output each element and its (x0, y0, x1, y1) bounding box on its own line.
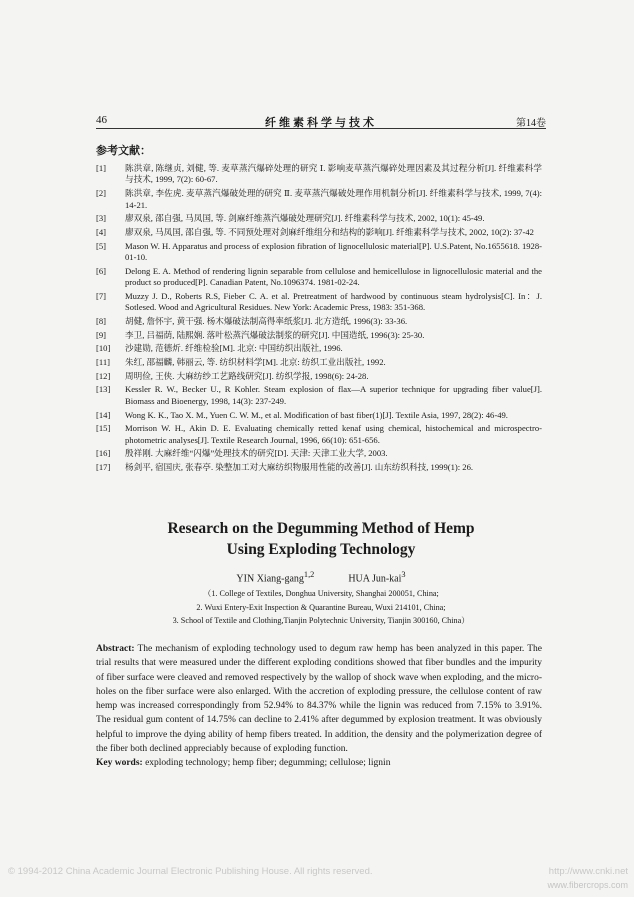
affiliations (96, 587, 546, 628)
keywords-text: exploding technology; hemp fiber; degumming; cellulose; lignin (145, 758, 391, 769)
reference-item (96, 227, 542, 238)
reference-number: [7] (96, 290, 107, 301)
reference-text: 陈洪章, 李佐虎. 麦草蒸汽爆破处理的研究 Ⅱ. 麦草蒸汽爆破处理作用机制分析[J]. 纤维素科学与技术, 1999, 7(4): 14-21. (125, 188, 542, 210)
header-rule (96, 128, 546, 129)
copyright-text: © 1994-2012 China Academic Journal Electronic Publishing House. All rights reserved. (8, 866, 373, 877)
reference-number: [9] (96, 329, 107, 340)
reference-item (96, 316, 542, 327)
reference-text: 陈洪章, 陈继贞, 刘健, 等. 麦草蒸汽爆碎处理的研究 Ⅰ. 影响麦草蒸汽爆碎处理因素及其过程分析[J]. 纤维素科学与技术, 1999, 7(2): 60-67. (125, 163, 542, 185)
reference-item (96, 423, 542, 446)
reference-number: [5] (96, 240, 107, 251)
abstract-text: The mechanism of exploding technology used to degum raw hemp has been analyzed in this paper. The trial results that were measured under the different exploding conditions showed that fiber bundles and the impurity of fiber surface were cleaved and removed respectively by the wallop of shock wave when exploding, and the micro-holes on the fiber surface were also enlarged. With the accretion of exploding pressure, the cellulose content of raw hemp was increased correspondingly from 52.94% to 84.37% while the lignin was reduced from 7.15% to 3.91%. The residual gum content of 14.75% can decline to 2.41% after degummed by explosion treatment. It was obviously helpful to improve the dying ability of hemp fibers treated. In addition, the density and the polymerization degree of the fiber both declined appreciably because of exploding function. (96, 644, 542, 755)
page-number: 46 (96, 114, 107, 126)
reference-number: [2] (96, 188, 107, 199)
reference-item (96, 163, 542, 186)
author-2-affiliation-mark: 3 (401, 570, 406, 579)
journal-name: 纤维素科学与技术 (265, 117, 377, 129)
author-1-affiliation-mark: 1,2 (303, 570, 315, 579)
reference-item (96, 343, 542, 354)
reference-text: Kessler R. W., Becker U., R Kohler. Steam explosion of flax—A superior technique for upgrading fiber value[J]. Biomass and Bioenergy, 1998, 14(3): 237-249. (125, 384, 542, 406)
reference-item (96, 213, 542, 224)
reference-item (96, 384, 542, 407)
abstract-label: Abstract: (96, 644, 135, 654)
reference-text: 廖双泉, 马凤国, 邵自强, 等. 不同预处理对剑麻纤维组分和结构的影响[J]. 纤维素科学与技术, 2002, 10(2): 37-42 (125, 226, 534, 237)
affiliation-3: 3. School of Textile and Clothing,Tianjin Polytechnic University, Tianjin 300160, China） (172, 616, 470, 625)
running-header (96, 110, 546, 130)
article-title (96, 518, 546, 560)
affiliation-2: 2. Wuxi Entery-Exit Inspection & Quarantine Bureau, Wuxi 214101, China; (196, 602, 446, 612)
reference-number: [8] (96, 315, 107, 326)
watermark-text: www.fibercrops.com (547, 880, 628, 890)
reference-item (96, 448, 542, 459)
reference-text: 廖双泉, 邵自强, 马凤国, 等. 剑麻纤维蒸汽爆破处理研究[J]. 纤维素科学与技术, 2002, 10(1): 45-49. (125, 213, 485, 224)
reference-number: [10] (96, 343, 111, 354)
reference-item (96, 410, 542, 421)
reference-text: 朱红, 邵福麟, 韩丽云, 等. 纺织材料学[M]. 北京: 纺织工业出版社, 1992. (125, 357, 386, 368)
abstract-block (96, 642, 542, 771)
reference-number: [12] (96, 370, 111, 381)
author-1: YIN Xiang-gang (236, 573, 304, 585)
keywords-label: Key words: (96, 758, 143, 769)
author-2: HUA Jun-kai (348, 573, 402, 585)
reference-text: Morrison W. H., Akin D. E. Evaluating chemically retted kenaf using chemical, histochemical and microspectro-photometric analyses[J]. Textile Research Journal, 1996, 66(10): 651-656. (125, 423, 542, 445)
reference-item (96, 266, 542, 289)
reference-item (96, 462, 542, 473)
reference-text: 李卫, 吕福荫, 陆熙娴. 落叶松蒸汽爆破法制浆的研究[J]. 中国造纸, 1996(3): 25-30. (125, 329, 425, 340)
reference-item (96, 330, 542, 341)
reference-number: [6] (96, 265, 107, 276)
reference-number: [13] (96, 384, 111, 395)
keywords-paragraph (96, 756, 542, 770)
reference-item (96, 241, 542, 264)
reference-item (96, 357, 542, 368)
reference-text: Delong E. A. Method of rendering lignin separable from cellulose and hemicellulose in lignocellulosic material and the product so produced[P]. Canadian Patent, No.1096374. 1981-02-24. (125, 265, 542, 288)
reference-number: [4] (96, 226, 107, 237)
reference-text: Wong K. K., Tao X. M., Yuen C. W. M., et al. Modification of bast fiber(1)[J]. Textile Asia, 1997, 28(2): 46-49. (125, 409, 508, 420)
reference-item (96, 371, 542, 382)
cnki-link[interactable]: http://www.cnki.net (548, 866, 628, 877)
reference-number: [17] (96, 462, 111, 473)
reference-number: [3] (96, 213, 107, 224)
reference-text: 胡健, 詹怀宇, 黄干强. 杨木爆破法制高得率纸浆[J]. 北方造纸, 1996(3): 33-36. (125, 315, 408, 326)
reference-item (96, 188, 542, 211)
references-heading: 参考文献： (96, 145, 151, 157)
reference-text: 沙建勋, 范德炘. 纤维检验[M]. 北京: 中国纺织出版社, 1996. (125, 343, 343, 354)
reference-number: [14] (96, 409, 111, 420)
authors-line (96, 570, 546, 584)
reference-text: 杨剑平, 宿国庆, 张春亭. 染整加工对大麻纺织物服用性能的改善[J]. 山东纺织科技, 1999(1): 26. (125, 462, 474, 473)
reference-text: Muzzy J. D., Roberts R.S, Fieber C. A. et al. Pretreatment of hardwood by continuous steam hydrolysis[C]. In：J. Sotlesed. Wood and Agricultural Residues. New York: Academic Press, 1983: 351-368. (125, 290, 542, 313)
reference-text: Mason W. H. Apparatus and process of explosion fibration of lignocellulosic material[P]. U.S.Patent, No.1655618. 1928-01-10. (125, 240, 542, 263)
reference-text: 殷祥刚. 大麻纤维“闪爆”处理技术的研究[D]. 天津: 天津工业大学, 2003. (125, 448, 388, 459)
title-line-2: Using Exploding Technology (226, 541, 416, 558)
title-line-1: Research on the Degumming Method of Hemp (167, 520, 475, 537)
references-list (96, 163, 542, 476)
reference-number: [11] (96, 357, 110, 368)
reference-item (96, 291, 542, 314)
volume-label: 第14卷 (516, 118, 546, 129)
abstract-paragraph (96, 642, 542, 756)
reference-text: 周明俭, 王侠. 大麻纺纱工艺路线研究[J]. 纺织学报, 1998(6): 24-28. (125, 370, 369, 381)
reference-number: [15] (96, 423, 111, 434)
affiliation-1: （1. College of Textiles, Donghua University, Shanghai 200051, China; (203, 589, 439, 598)
reference-number: [1] (96, 163, 107, 173)
reference-number: [16] (96, 448, 111, 459)
